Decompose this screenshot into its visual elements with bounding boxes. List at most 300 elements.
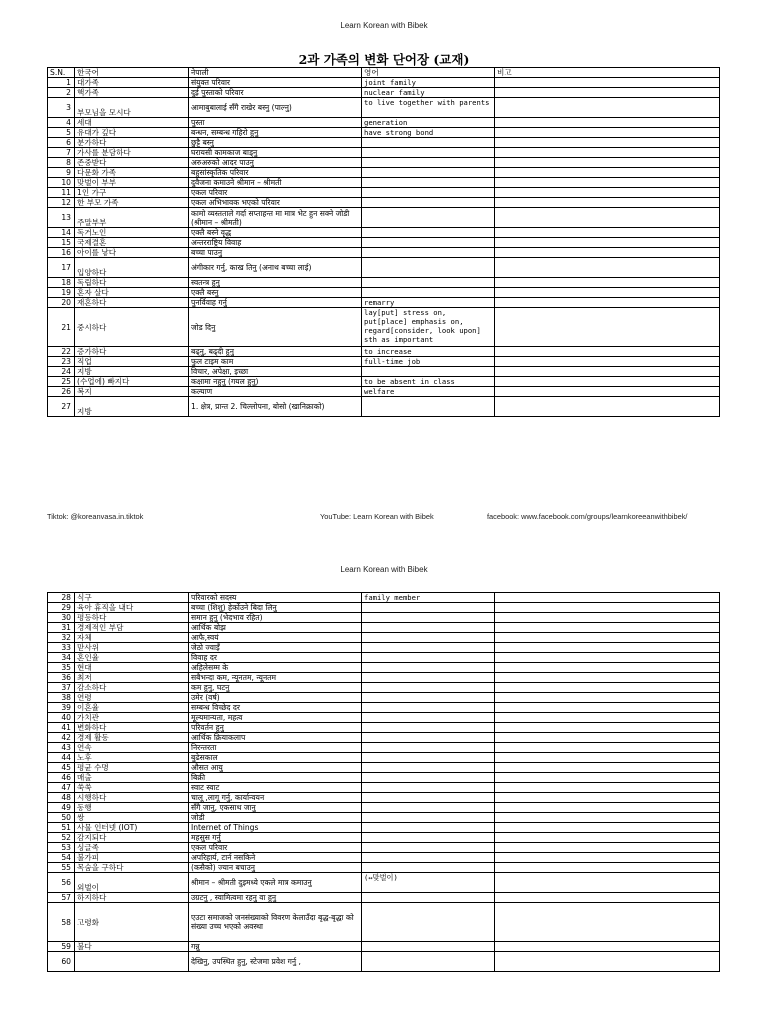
cell-number: 48 — [48, 793, 75, 803]
cell-korean: 분가하다 — [75, 138, 189, 148]
cell-korean: 직업 — [75, 357, 189, 367]
cell-korean: 싱글족 — [75, 843, 189, 853]
cell-remarks — [495, 853, 720, 863]
cell-korean: 입양하다 — [75, 258, 189, 278]
cell-number: 54 — [48, 853, 75, 863]
cell-english — [362, 942, 495, 952]
cell-nepali: परिवारको सदस्य — [189, 593, 362, 603]
cell-nepali: जोडी — [189, 813, 362, 823]
vocabulary-table-continued — [47, 592, 720, 972]
cell-number: 40 — [48, 713, 75, 723]
cell-remarks — [495, 653, 720, 663]
cell-remarks — [495, 208, 720, 228]
cell-number: 41 — [48, 723, 75, 733]
cell-number: 5 — [48, 128, 75, 138]
cell-number: 15 — [48, 238, 75, 248]
cell-remarks — [495, 128, 720, 138]
cell-english — [362, 743, 495, 753]
table-row — [48, 743, 720, 753]
cell-english — [362, 673, 495, 683]
cell-english — [362, 248, 495, 258]
cell-nepali: बढ्नु, बढ्दी हुनु — [189, 347, 362, 357]
cell-english — [362, 663, 495, 673]
cell-nepali: बिक्री — [189, 773, 362, 783]
cell-english — [362, 138, 495, 148]
cell-english — [362, 188, 495, 198]
cell-number: 3 — [48, 98, 75, 118]
cell-remarks — [495, 793, 720, 803]
cell-english — [362, 198, 495, 208]
cell-english — [362, 653, 495, 663]
cell-english — [362, 613, 495, 623]
cell-nepali: उमेर (वर्ष) — [189, 693, 362, 703]
cell-nepali: निरन्तरता — [189, 743, 362, 753]
cell-korean: 독립하다 — [75, 278, 189, 288]
cell-english — [362, 893, 495, 903]
cell-nepali: एकल परिवार — [189, 188, 362, 198]
cell-remarks — [495, 823, 720, 833]
cell-number: 24 — [48, 367, 75, 377]
table-row — [48, 168, 720, 178]
cell-korean: 맏사위 — [75, 643, 189, 653]
cell-nepali: आमाबुबालाई सँगै राखेर बस्नु (पाल्नु) — [189, 98, 362, 118]
cell-korean: 재혼하다 — [75, 298, 189, 308]
cell-remarks — [495, 613, 720, 623]
table-row — [48, 833, 720, 843]
cell-remarks — [495, 377, 720, 387]
cell-english — [362, 367, 495, 377]
cell-remarks — [495, 863, 720, 873]
table-row — [48, 248, 720, 258]
cell-remarks — [495, 387, 720, 397]
cell-english — [362, 733, 495, 743]
cell-remarks — [495, 357, 720, 367]
cell-nepali: अन्तरराष्ट्रिय विवाह — [189, 238, 362, 248]
cell-number: 33 — [48, 643, 75, 653]
cell-korean: 평등하다 — [75, 613, 189, 623]
table-row — [48, 367, 720, 377]
cell-number: 22 — [48, 347, 75, 357]
cell-korean: 시행하다 — [75, 793, 189, 803]
cell-korean: 증가하다 — [75, 347, 189, 357]
cell-english — [362, 793, 495, 803]
cell-nepali: (कसैको) ज्यान बचाउनु — [189, 863, 362, 873]
table-row — [48, 308, 720, 347]
cell-remarks — [495, 298, 720, 308]
cell-english — [362, 148, 495, 158]
table-row — [48, 653, 720, 663]
cell-english — [362, 238, 495, 248]
cell-english: welfare — [362, 387, 495, 397]
cell-english — [362, 693, 495, 703]
table-row — [48, 793, 720, 803]
table-row — [48, 238, 720, 248]
cell-korean: 유대가 깊다 — [75, 128, 189, 138]
table-row — [48, 683, 720, 693]
cell-number: 56 — [48, 873, 75, 893]
table-header-row — [48, 68, 720, 78]
cell-nepali: कक्षामा नहुनु (गयल हुनु) — [189, 377, 362, 387]
cell-number: 50 — [48, 813, 75, 823]
cell-number: 20 — [48, 298, 75, 308]
cell-nepali: बच्चा (शिशु) हेर्कोउने बिदा लिनु — [189, 603, 362, 613]
column-header-sn: S.N. — [48, 68, 75, 78]
cell-english — [362, 863, 495, 873]
cell-remarks — [495, 713, 720, 723]
cell-nepali: 1. क्षेत्र, प्रान्त 2. चिल्लोपना, बोसो (खानिक्राको) — [189, 397, 362, 417]
cell-nepali: जेठो ज्वाइँ — [189, 643, 362, 653]
cell-korean: 존중받다 — [75, 158, 189, 168]
cell-korean: 이혼율 — [75, 703, 189, 713]
cell-english — [362, 803, 495, 813]
cell-english — [362, 753, 495, 763]
cell-korean: 경제적인 부담 — [75, 623, 189, 633]
cell-remarks — [495, 593, 720, 603]
table-row — [48, 823, 720, 833]
cell-remarks — [495, 673, 720, 683]
cell-nepali: सम्बन्ध विच्छेद दर — [189, 703, 362, 713]
cell-remarks — [495, 753, 720, 763]
table-row — [48, 693, 720, 703]
cell-number: 8 — [48, 158, 75, 168]
cell-nepali: जोड दिनु — [189, 308, 362, 347]
cell-korean: 노후 — [75, 753, 189, 763]
cell-nepali: स्वाट स्वाट — [189, 783, 362, 793]
cell-remarks — [495, 178, 720, 188]
cell-remarks — [495, 683, 720, 693]
column-header-remarks: 비고 — [495, 68, 720, 78]
table-row — [48, 603, 720, 613]
table-row — [48, 357, 720, 367]
page-header: Learn Korean with Bibek — [340, 565, 428, 574]
cell-number: 2 — [48, 88, 75, 98]
cell-korean: 사물 인터넷 (IOT) — [75, 823, 189, 833]
cell-english: nuclear family — [362, 88, 495, 98]
table-row — [48, 298, 720, 308]
cell-english — [362, 603, 495, 613]
cell-nepali: चालू ,लागू गर्नु, कार्यान्वयन — [189, 793, 362, 803]
cell-korean: 경제 활동 — [75, 733, 189, 743]
cell-korean: 쌍 — [75, 813, 189, 823]
cell-remarks — [495, 228, 720, 238]
cell-number: 27 — [48, 397, 75, 417]
cell-english — [362, 853, 495, 863]
cell-remarks — [495, 148, 720, 158]
cell-nepali: दुवैजना कमाउने श्रीमान – श्रीमती — [189, 178, 362, 188]
cell-remarks — [495, 603, 720, 613]
table-row — [48, 347, 720, 357]
cell-korean: 주말부부 — [75, 208, 189, 228]
cell-korean: 불가피 — [75, 853, 189, 863]
cell-english — [362, 158, 495, 168]
table-row — [48, 158, 720, 168]
cell-remarks — [495, 278, 720, 288]
cell-remarks — [495, 397, 720, 417]
cell-nepali: अहिलेसम्म के — [189, 663, 362, 673]
cell-korean: 연속 — [75, 743, 189, 753]
cell-nepali: दुई पुस्ताको परिवार — [189, 88, 362, 98]
cell-korean: 아이를 낳다 — [75, 248, 189, 258]
cell-number: 18 — [48, 278, 75, 288]
cell-nepali: अंगीकार गर्नु, काख तिनु (अनाथ बच्चा लाई) — [189, 258, 362, 278]
cell-number: 31 — [48, 623, 75, 633]
cell-number: 59 — [48, 942, 75, 952]
cell-nepali: समान हुनु (भेदभाव रहित) — [189, 613, 362, 623]
cell-nepali: विवाह दर — [189, 653, 362, 663]
cell-english — [362, 952, 495, 972]
cell-number: 9 — [48, 168, 75, 178]
cell-number: 57 — [48, 893, 75, 903]
cell-english — [362, 723, 495, 733]
cell-korean: 감지되다 — [75, 833, 189, 843]
cell-number: 21 — [48, 308, 75, 347]
cell-remarks — [495, 288, 720, 298]
table-row — [48, 118, 720, 128]
cell-nepali: औसत आयु — [189, 763, 362, 773]
cell-nepali: Internet of Things — [189, 823, 362, 833]
table-row — [48, 643, 720, 653]
cell-korean: 불다 — [75, 942, 189, 952]
cell-number: 16 — [48, 248, 75, 258]
cell-nepali: अपरिहार्य, टार्न नसकिने — [189, 853, 362, 863]
cell-english — [362, 258, 495, 278]
cell-korean: 매출 — [75, 773, 189, 783]
cell-english — [362, 208, 495, 228]
cell-remarks — [495, 833, 720, 843]
table-row — [48, 633, 720, 643]
cell-nepali: बन्धन, सम्बन्ध गहिरो हुनु — [189, 128, 362, 138]
table-row — [48, 188, 720, 198]
table-row — [48, 613, 720, 623]
cell-english — [362, 843, 495, 853]
document-page-2 — [0, 530, 768, 1024]
cell-english — [362, 288, 495, 298]
cell-number: 25 — [48, 377, 75, 387]
cell-nepali: मूल्यमान्यता, महत्व — [189, 713, 362, 723]
table-row — [48, 863, 720, 873]
cell-remarks — [495, 238, 720, 248]
cell-nepali: कम हुनु, घटनु — [189, 683, 362, 693]
cell-number: 37 — [48, 683, 75, 693]
cell-nepali: पुस्ता — [189, 118, 362, 128]
cell-number: 51 — [48, 823, 75, 833]
cell-english: have strong bond — [362, 128, 495, 138]
cell-nepali: आफै,स्वयं — [189, 633, 362, 643]
cell-korean: 동행 — [75, 803, 189, 813]
cell-remarks — [495, 803, 720, 813]
cell-remarks — [495, 663, 720, 673]
table-row — [48, 893, 720, 903]
table-row — [48, 208, 720, 228]
cell-english — [362, 168, 495, 178]
cell-remarks — [495, 198, 720, 208]
cell-english — [362, 683, 495, 693]
cell-remarks — [495, 783, 720, 793]
cell-number: 49 — [48, 803, 75, 813]
cell-number: 34 — [48, 653, 75, 663]
cell-english — [362, 823, 495, 833]
table-row — [48, 753, 720, 763]
cell-english — [362, 903, 495, 942]
cell-nepali: उग्रटनु , स्वामित्वमा रहनु वा हुनु — [189, 893, 362, 903]
cell-korean: 부모님을 모시다 — [75, 98, 189, 118]
cell-remarks — [495, 693, 720, 703]
cell-remarks — [495, 248, 720, 258]
cell-remarks — [495, 773, 720, 783]
cell-korean: 하지하다 — [75, 893, 189, 903]
cell-remarks — [495, 703, 720, 713]
cell-number: 44 — [48, 753, 75, 763]
column-header-nepali: नेपाली — [189, 68, 362, 78]
footer-tiktok: Tiktok: @koreanvasa.in.tiktok — [47, 512, 144, 521]
cell-english: to live together with parents — [362, 98, 495, 118]
cell-nepali: महसुस गर्नु — [189, 833, 362, 843]
cell-english: to be absent in class — [362, 377, 495, 387]
cell-remarks — [495, 367, 720, 377]
cell-korean: 식구 — [75, 593, 189, 603]
cell-remarks — [495, 118, 720, 128]
table-row — [48, 377, 720, 387]
cell-nepali: विचार, अपेक्षा, इच्छा — [189, 367, 362, 377]
table-row — [48, 88, 720, 98]
cell-number: 13 — [48, 208, 75, 228]
cell-remarks — [495, 78, 720, 88]
cell-korean: 1인 가구 — [75, 188, 189, 198]
cell-english — [362, 397, 495, 417]
cell-nepali: घरायसी कामकाज बाड्नु — [189, 148, 362, 158]
cell-number: 17 — [48, 258, 75, 278]
page-header: Learn Korean with Bibek — [340, 21, 428, 30]
cell-english: remarry — [362, 298, 495, 308]
table-row — [48, 673, 720, 683]
cell-korean: 한 부모 가족 — [75, 198, 189, 208]
cell-korean: (수업에) 빠지다 — [75, 377, 189, 387]
cell-english — [362, 623, 495, 633]
cell-english — [362, 228, 495, 238]
table-row — [48, 138, 720, 148]
cell-korean: 가사를 분담하다 — [75, 148, 189, 158]
cell-remarks — [495, 763, 720, 773]
document-title: 2과 가족의 변화 단어장 (교재) — [298, 52, 470, 67]
cell-number: 60 — [48, 952, 75, 972]
cell-number: 4 — [48, 118, 75, 128]
table-row — [48, 593, 720, 603]
cell-english: generation — [362, 118, 495, 128]
cell-nepali: आर्थिक क्रियाकलाप — [189, 733, 362, 743]
cell-nepali: छुट्टै बस्नु — [189, 138, 362, 148]
cell-remarks — [495, 843, 720, 853]
cell-korean: 감소하다 — [75, 683, 189, 693]
cell-korean: 독거노인 — [75, 228, 189, 238]
cell-english — [362, 643, 495, 653]
table-row — [48, 873, 720, 893]
cell-number: 12 — [48, 198, 75, 208]
cell-korean: 세대 — [75, 118, 189, 128]
cell-number: 10 — [48, 178, 75, 188]
cell-nepali: कल्याण — [189, 387, 362, 397]
table-row — [48, 623, 720, 633]
cell-english — [362, 178, 495, 188]
cell-korean: 변화하다 — [75, 723, 189, 733]
cell-number: 28 — [48, 593, 75, 603]
cell-number: 26 — [48, 387, 75, 397]
cell-korean: 혼자 살다 — [75, 288, 189, 298]
cell-nepali: बच्चा पाउनु — [189, 248, 362, 258]
cell-korean: 외벌이 — [75, 873, 189, 893]
cell-korean: 자체 — [75, 633, 189, 643]
cell-number: 30 — [48, 613, 75, 623]
cell-nepali: एकल परिवार — [189, 843, 362, 853]
cell-remarks — [495, 743, 720, 753]
cell-nepali: देखिनु, उपस्थित हुनु, स्टेजमा प्रवेश गर्नु , — [189, 952, 362, 972]
cell-english — [362, 773, 495, 783]
cell-korean: 연령 — [75, 693, 189, 703]
cell-nepali: कामो व्यस्तताले गर्दा सप्ताहन्त मा मात्र भेट हुन सक्ने जोडी (श्रीमान – श्रीमती) — [189, 208, 362, 228]
cell-number: 39 — [48, 703, 75, 713]
footer-facebook: facebook: www.facebook.com/groups/learnkoreeanwithbibek/ — [487, 512, 688, 521]
table-row — [48, 803, 720, 813]
cell-number: 38 — [48, 693, 75, 703]
cell-nepali: सबैभन्दा कम, न्यूनतम, न्यूनतम — [189, 673, 362, 683]
cell-number: 58 — [48, 903, 75, 942]
cell-nepali: आर्थिक बोझ — [189, 623, 362, 633]
cell-number: 36 — [48, 673, 75, 683]
cell-remarks — [495, 88, 720, 98]
table-row — [48, 288, 720, 298]
cell-korean: 복지 — [75, 387, 189, 397]
cell-number: 7 — [48, 148, 75, 158]
cell-english: (↔맞벌이) — [362, 873, 495, 893]
table-row — [48, 148, 720, 158]
cell-korean: 맞벌이 부부 — [75, 178, 189, 188]
cell-english: full-time job — [362, 357, 495, 367]
table-row — [48, 853, 720, 863]
cell-english — [362, 763, 495, 773]
table-row — [48, 723, 720, 733]
cell-number: 55 — [48, 863, 75, 873]
table-row — [48, 903, 720, 942]
table-row — [48, 128, 720, 138]
cell-remarks — [495, 893, 720, 903]
cell-number: 43 — [48, 743, 75, 753]
cell-english: family member — [362, 593, 495, 603]
cell-korean: 가치관 — [75, 713, 189, 723]
table-row — [48, 98, 720, 118]
cell-english: joint family — [362, 78, 495, 88]
cell-remarks — [495, 347, 720, 357]
cell-nepali: परिवर्तन हुनु — [189, 723, 362, 733]
cell-remarks — [495, 873, 720, 893]
cell-korean: 다문화 가족 — [75, 168, 189, 178]
table-row — [48, 773, 720, 783]
table-row — [48, 258, 720, 278]
cell-nepali: एउटा समाजको जनसंख्याको विवरण केलाउँदा बृद्ध-बृद्धा को संख्या उच्च भएको अवस्था — [189, 903, 362, 942]
cell-number: 6 — [48, 138, 75, 148]
cell-english — [362, 713, 495, 723]
table-row — [48, 952, 720, 972]
cell-remarks — [495, 633, 720, 643]
cell-number: 14 — [48, 228, 75, 238]
cell-nepali: एकल अभिभावक भएको परिवार — [189, 198, 362, 208]
cell-remarks — [495, 188, 720, 198]
table-row — [48, 387, 720, 397]
cell-nepali: एक्लै बस्नु — [189, 288, 362, 298]
cell-korean: 육아 휴직을 내다 — [75, 603, 189, 613]
cell-english — [362, 783, 495, 793]
cell-english — [362, 833, 495, 843]
cell-remarks — [495, 98, 720, 118]
cell-korean: 지방 — [75, 397, 189, 417]
